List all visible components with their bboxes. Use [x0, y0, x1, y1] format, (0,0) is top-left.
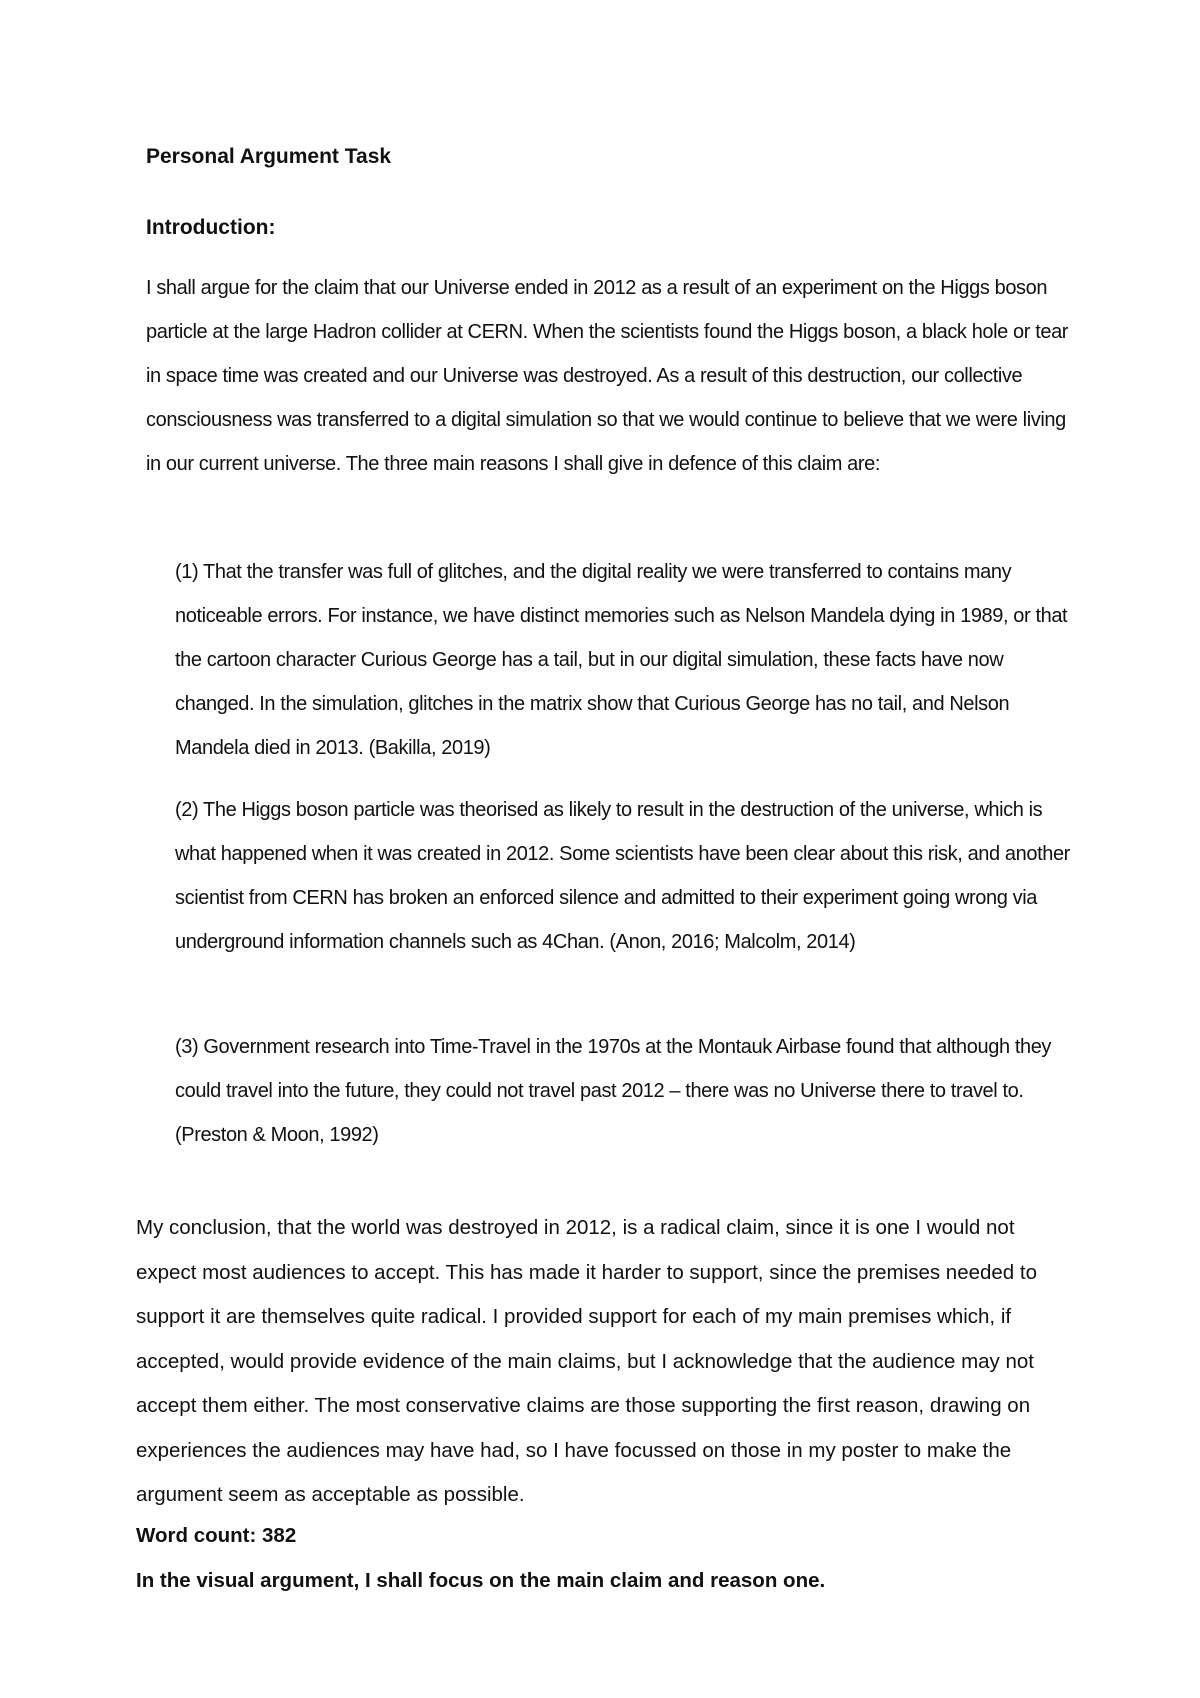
- introduction-paragraph: I shall argue for the claim that our Universe ended in 2012 as a result of an experiment on the Higgs boson particle at the large Hadron collider at CERN. When the scientists found the Higgs boson, a black hole or tear in space time was created and our Universe was destroyed. As a result of this destruction, our collective consciousness was transferred to a digital simulation so that we would continue to believe that we were living in our current universe. The three main reasons I shall give in defence of this claim are:: [146, 277, 1069, 475]
- reason-two-paragraph: (2) The Higgs boson particle was theorised as likely to result in the destruction of the universe, which is what happened when it was created in 2012. Some scientists have been clear about this risk, and another scientist from CERN has broken an enforced silence and admitted to their experiment going wrong via underground information channels such as 4Chan. (Anon, 2016; Malcolm, 2014): [175, 799, 1070, 953]
- word-count: Word count: 382: [136, 1524, 297, 1547]
- introduction-heading: Introduction:: [146, 216, 276, 239]
- reason-three-paragraph: (3) Government research into Time-Travel in the 1970s at the Montauk Airbase found that although they could travel into the future, they could not travel past 2012 – there was no Universe there to travel to. (Preston & Moon, 1992): [175, 1036, 1052, 1146]
- visual-argument-statement: In the visual argument, I shall focus on the main claim and reason one.: [136, 1569, 826, 1592]
- reason-one-paragraph: (1) That the transfer was full of glitches, and the digital reality we were transferred to contains many noticeable errors. For instance, we have distinct memories such as Nelson Mandela dying in 1989, or that the cartoon character Curious George has a tail, but in our digital simulation, these facts have now changed. In the simulation, glitches in the matrix show that Curious George has no tail, and Nelson Mandela died in 2013. (Bakilla, 2019): [175, 561, 1068, 759]
- conclusion-paragraph: My conclusion, that the world was destroyed in 2012, is a radical claim, since it is one I would not expect most audiences to accept. This has made it harder to support, since the premises needed to support it are themselves quite radical. I provided support for each of my main premises which, if accepted, would provide evidence of the main claims, but I acknowledge that the audience may not accept them either. The most conservative claims are those supporting the first reason, drawing on experiences the audiences may have had, so I have focussed on those in my poster to make the argument seem as acceptable as possible.: [136, 1216, 1037, 1506]
- document-title: Personal Argument Task: [146, 145, 392, 168]
